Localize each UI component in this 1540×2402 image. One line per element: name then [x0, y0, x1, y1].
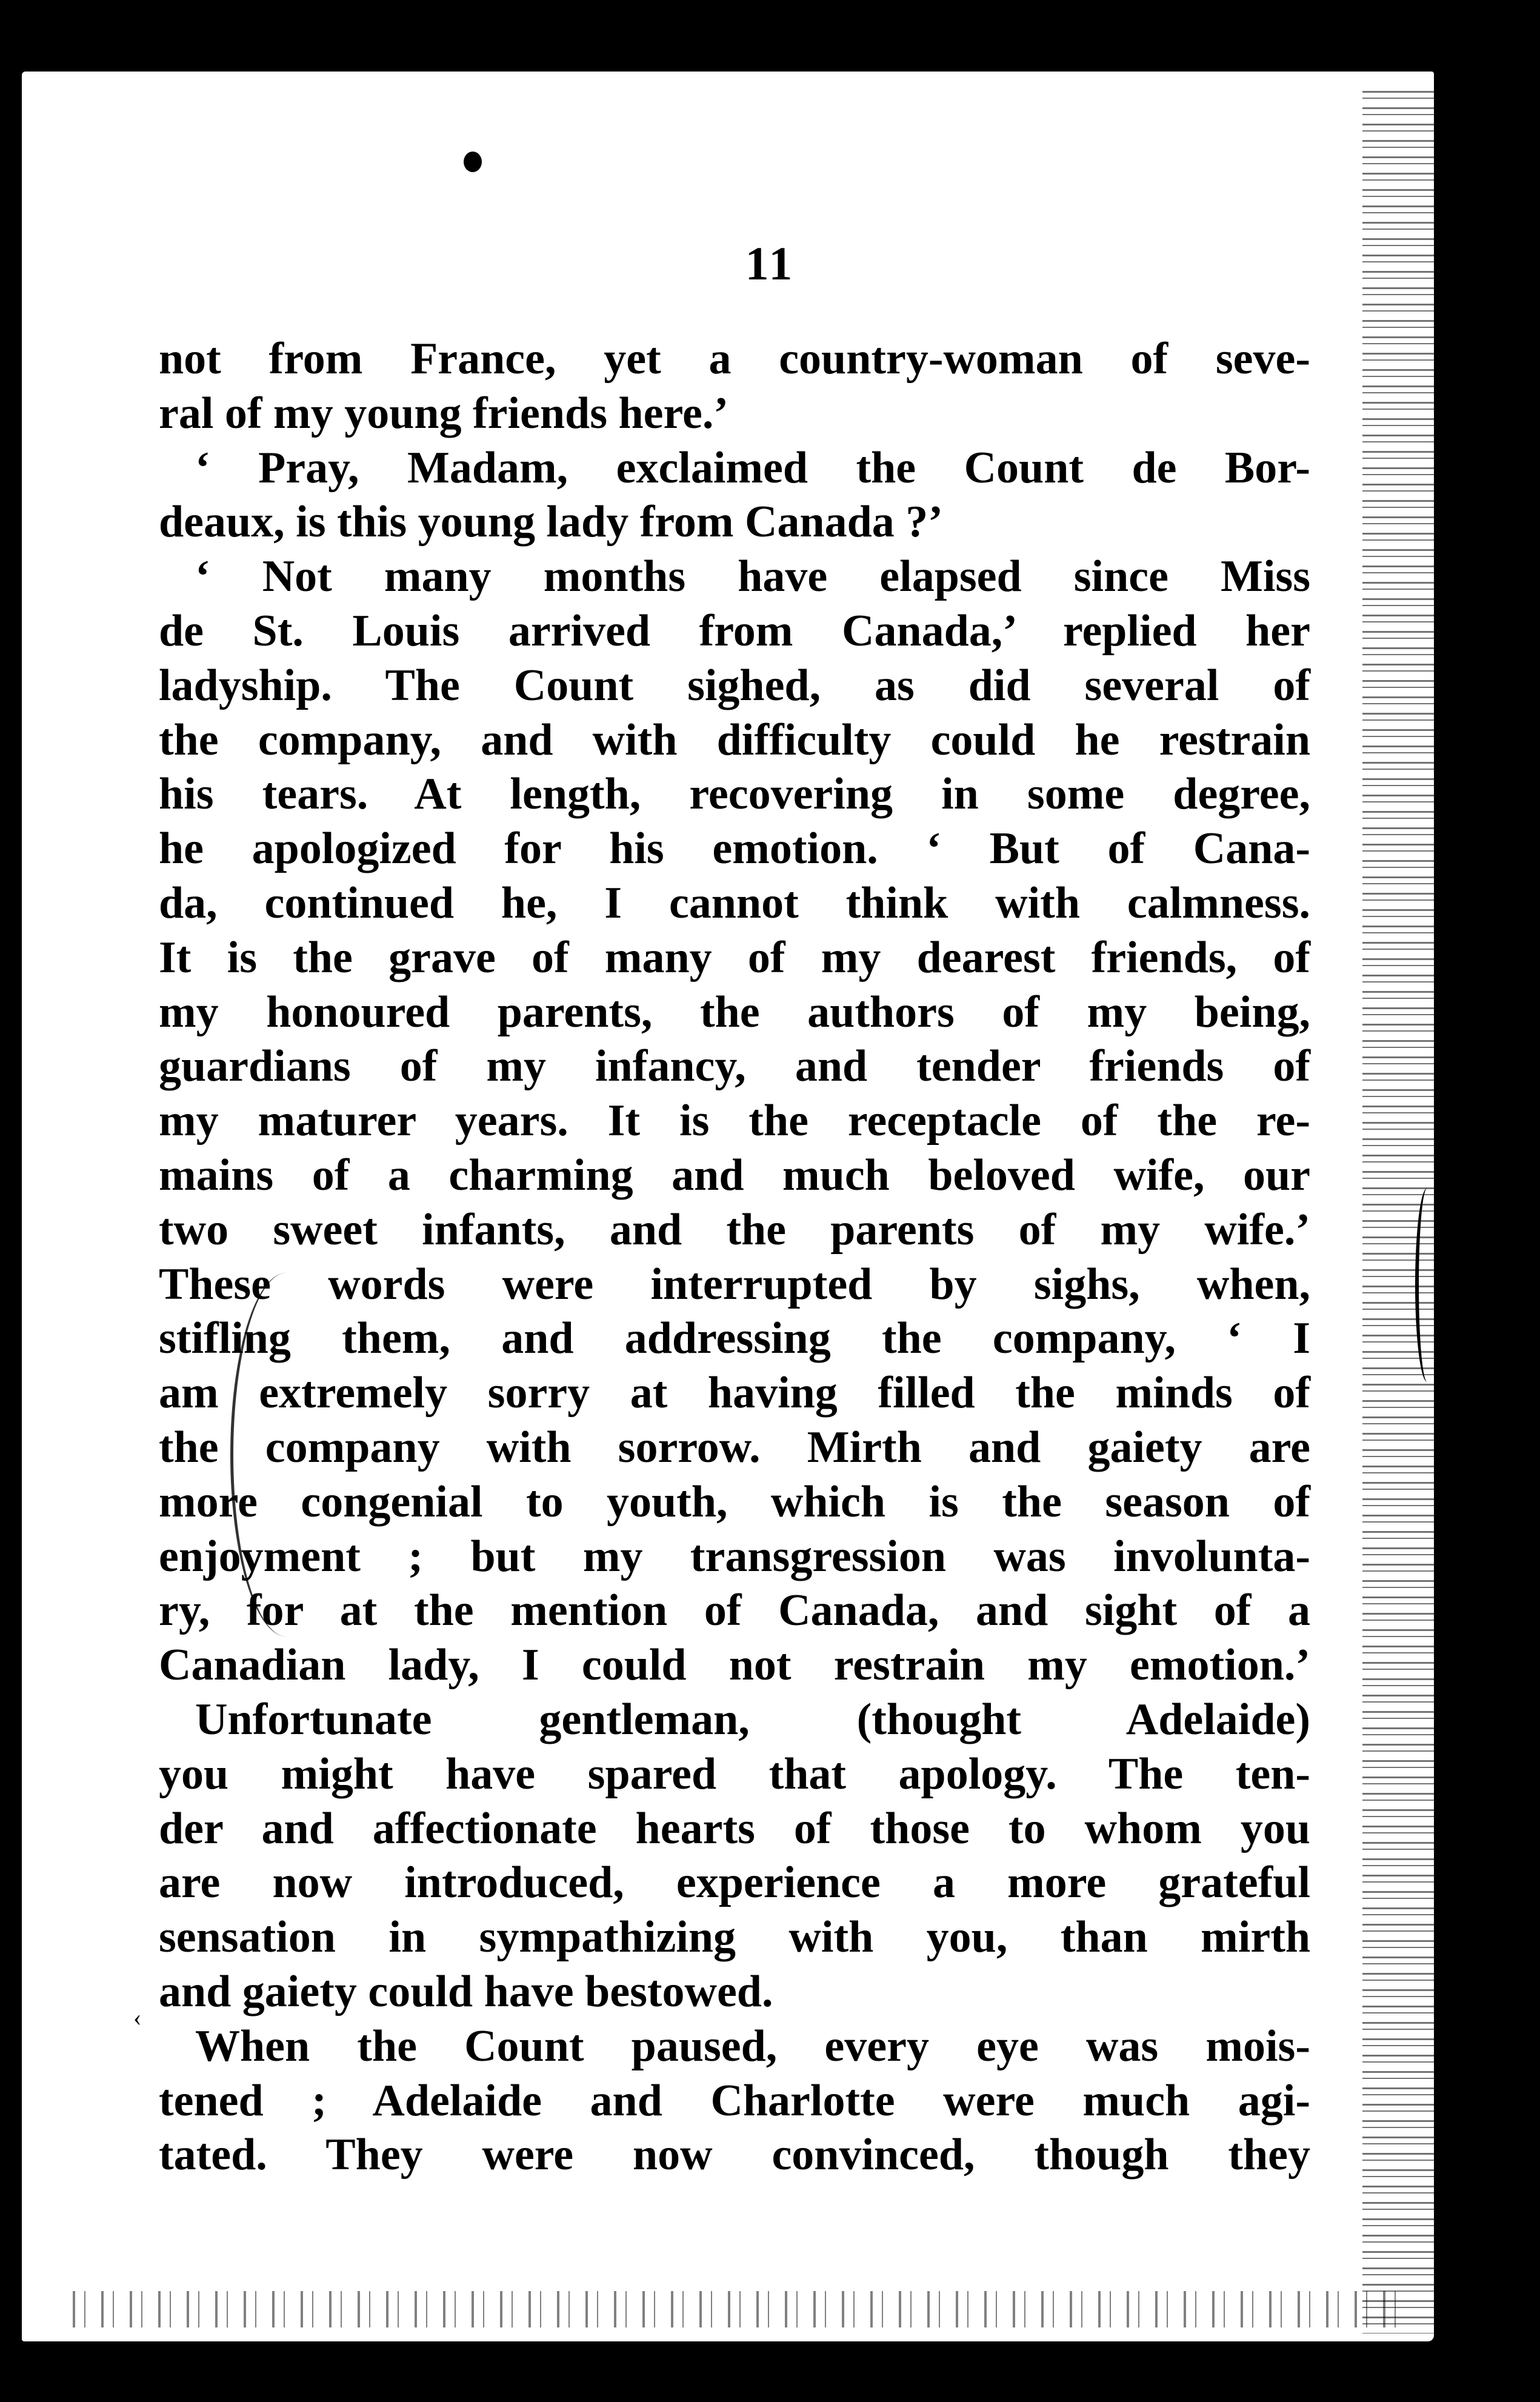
- text-line: sensation in sympathizing with you, than mirth: [159, 1912, 1310, 1963]
- text-line: da, continued he, I cannot think with calmness.: [159, 878, 1310, 928]
- text-line: These words were interrupted by sighs, when,: [159, 1259, 1310, 1309]
- pencil-scribble: [230, 1273, 342, 1636]
- text-line: are now introduced, experience a more grateful: [159, 1858, 1310, 1908]
- text-line: Canadian lady, I could not restrain my emotion.’: [159, 1640, 1310, 1690]
- text-line: stifling them, and addressing the company, ‘ I: [159, 1313, 1310, 1364]
- margin-mark: ‹: [133, 2004, 142, 2031]
- page-number: 11: [745, 237, 795, 290]
- text-line: deaux, is this young lady from Canada ?’: [159, 497, 943, 547]
- text-line: ‘ Not many months have elapsed since Miss: [195, 552, 1310, 602]
- text-line: and gaiety could have bestowed.: [159, 1966, 773, 2017]
- text-line: guardians of my infancy, and tender friends of: [159, 1041, 1310, 1092]
- text-line: the company, and with difficulty could he restrain: [159, 715, 1310, 765]
- text-line: am extremely sorry at having filled the minds of: [159, 1368, 1310, 1418]
- text-line: mains of a charming and much beloved wife, our: [159, 1150, 1310, 1200]
- text-line: he apologized for his emotion. ‘ But of Cana-: [159, 824, 1310, 874]
- text-line: ry, for at the mention of Canada, and sight of a: [159, 1586, 1310, 1636]
- text-line: der and affectionate hearts of those to whom you: [159, 1803, 1310, 1853]
- text-line: tened ; Adelaide and Charlotte were much agi-: [159, 2075, 1310, 2126]
- text-line: more congenial to youth, which is the season of: [159, 1476, 1310, 1527]
- text-line: enjoyment ; but my transgression was involunta-: [159, 1531, 1310, 1581]
- text-line: not from France, yet a country-woman of seve-: [159, 334, 1310, 384]
- text-line: the company with sorrow. Mirth and gaiety are: [159, 1422, 1310, 1472]
- text-line: two sweet infants, and the parents of my wife.’: [159, 1204, 1310, 1255]
- page-edge-mark: [1415, 1188, 1439, 1382]
- body-text: [159, 332, 1310, 2183]
- text-line: ladyship. The Count sighed, as did several of: [159, 660, 1310, 710]
- text-line: my maturer years. It is the receptacle of the re-: [159, 1096, 1310, 1146]
- text-line: de St. Louis arrived from Canada,’ replied her: [159, 606, 1310, 656]
- text-line: ‘ Pray, Madam, exclaimed the Count de Bor-: [195, 442, 1310, 493]
- text-line: Unfortunate gentleman, (thought Adelaide): [195, 1694, 1310, 1744]
- text-line: ral of my young friends here.’: [159, 388, 728, 438]
- text-line: It is the grave of many of my dearest friends, of: [159, 932, 1310, 982]
- bottom-speckle: [73, 2291, 1406, 2327]
- ink-blot: [464, 152, 482, 172]
- text-line: my honoured parents, the authors of my being,: [159, 987, 1310, 1037]
- text-line: tated. They were now convinced, though they: [159, 2130, 1310, 2180]
- text-line: you might have spared that apology. The ten-: [159, 1749, 1310, 1799]
- text-line: his tears. At length, recovering in some degree,: [159, 769, 1310, 819]
- text-line: When the Count paused, every eye was mois-: [195, 2021, 1310, 2071]
